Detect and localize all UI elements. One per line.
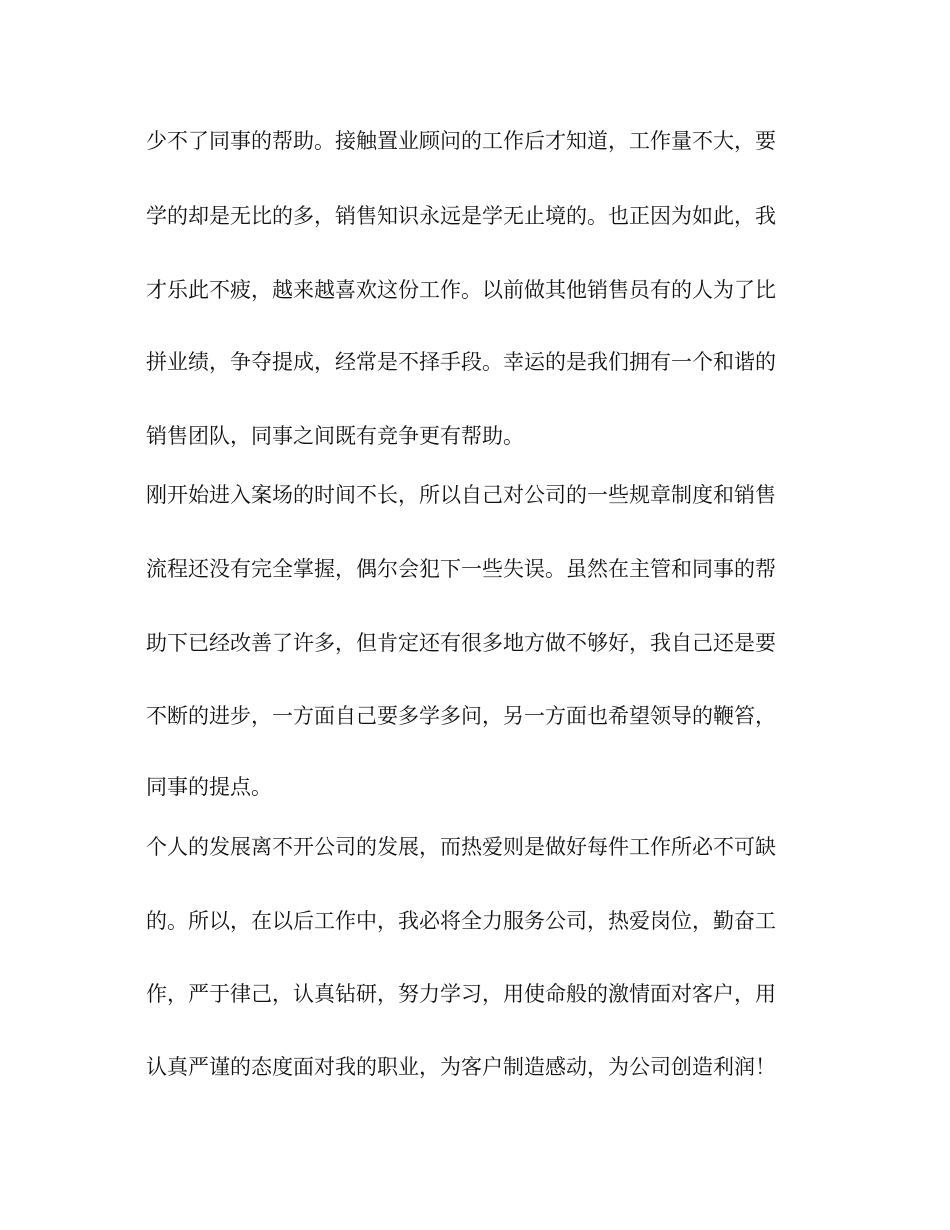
- paragraph-1-line-4: 拼业绩，争夺提成，经常是不择手段。幸运的是我们拥有一个和谐的: [146, 350, 776, 374]
- paragraph-1-line-5: 销售团队，同事之间既有竞争更有帮助。: [146, 424, 524, 448]
- paragraph-2-line-2: 流程还没有完全掌握，偶尔会犯下一些失误。虽然在主管和同事的帮: [146, 557, 776, 581]
- paragraph-2-line-5: 同事的提点。: [146, 775, 272, 799]
- paragraph-2-line-4: 不断的进步，一方面自己要多学多问，另一方面也希望领导的鞭笞，: [146, 704, 776, 728]
- paragraph-1-line-3: 才乐此不疲，越来越喜欢这份工作。以前做其他销售员有的人为了比: [146, 278, 776, 302]
- paragraph-3-line-2: 的。所以，在以后工作中，我必将全力服务公司，热爱岗位，勤奋工: [146, 909, 776, 933]
- paragraph-3-line-3: 作，严于律己，认真钻研，努力学习，用使命般的激情面对客户，用: [146, 982, 776, 1006]
- paragraph-1-line-2: 学的却是无比的多，销售知识永远是学无止境的。也正因为如此，我: [146, 204, 776, 228]
- paragraph-1-line-1: 少不了同事的帮助。接触置业顾问的工作后才知道，工作量不大，要: [146, 129, 776, 153]
- paragraph-2-line-3: 助下已经改善了许多，但肯定还有很多地方做不够好，我自己还是要: [146, 631, 776, 655]
- paragraph-3-line-4: 认真严谨的态度面对我的职业，为客户制造感动，为公司创造利润！: [146, 1055, 776, 1079]
- paragraph-3-line-1: 个人的发展离不开公司的发展，而热爱则是做好每件工作所必不可缺: [146, 835, 776, 859]
- paragraph-2-line-1: 刚开始进入案场的时间不长，所以自己对公司的一些规章制度和销售: [146, 483, 776, 507]
